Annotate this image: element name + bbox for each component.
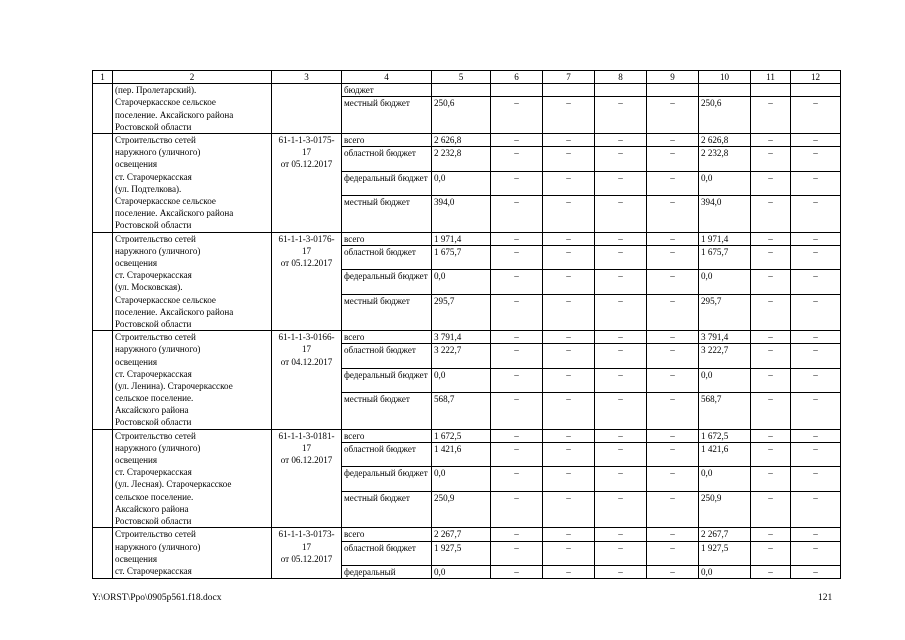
value-cell: – xyxy=(791,245,841,269)
value-cell: – xyxy=(543,232,595,245)
value-cell: – xyxy=(491,528,543,541)
value-cell: – xyxy=(647,429,699,442)
header-cell: 4 xyxy=(342,71,432,84)
funding-source-cell: федеральный бюджет xyxy=(342,368,432,392)
value-cell: – xyxy=(647,245,699,269)
row-number-cell xyxy=(93,134,113,233)
value-cell: – xyxy=(647,147,699,171)
amount-cell: 3 791,4 xyxy=(432,331,491,344)
value-cell: – xyxy=(751,331,791,344)
object-name-line: поселение. Аксайского района xyxy=(115,208,234,219)
registration-line: 61-1-1-3-0181- xyxy=(278,430,335,441)
registration-line: от 06.12.2017 xyxy=(280,455,333,466)
amount-cell: 0,0 xyxy=(699,171,751,195)
object-name-cell xyxy=(113,429,272,528)
object-name-line: Строительство сетей xyxy=(115,332,196,343)
object-name-line: освещения xyxy=(115,159,158,170)
table-row xyxy=(93,134,841,147)
value-cell: – xyxy=(791,393,841,430)
amount-cell: 295,7 xyxy=(699,294,751,331)
object-name-line: Старочеркасское сельское xyxy=(115,97,216,108)
amount-cell xyxy=(432,84,491,97)
object-name-line: сельское поселение. xyxy=(115,491,194,502)
object-name-line: Ростовской области xyxy=(115,516,192,527)
value-cell: – xyxy=(751,368,791,392)
value-cell: – xyxy=(647,331,699,344)
value-cell: – xyxy=(543,368,595,392)
amount-cell: 568,7 xyxy=(432,393,491,430)
object-name-line: (ул. Подтелкова). xyxy=(115,183,182,194)
object-name-line: Ростовской области xyxy=(115,121,192,132)
amount-cell: 3 791,4 xyxy=(699,331,751,344)
value-cell: – xyxy=(491,429,543,442)
object-name-line: (пер. Пролетарский). xyxy=(115,85,197,96)
amount-cell: 0,0 xyxy=(699,467,751,491)
amount-cell: 0,0 xyxy=(699,368,751,392)
value-cell: – xyxy=(751,442,791,466)
value-cell: – xyxy=(543,541,595,565)
table-body xyxy=(93,71,841,579)
header-cell: 10 xyxy=(699,71,751,84)
amount-cell: 250,6 xyxy=(432,97,491,134)
object-name-line: (ул. Ленина). Старочеркасское xyxy=(115,380,233,391)
value-cell: – xyxy=(647,491,699,528)
page-number: 121 xyxy=(818,593,833,603)
value-cell: – xyxy=(491,245,543,269)
registration-line: 17 xyxy=(301,541,312,552)
amount-cell: 1 421,6 xyxy=(432,442,491,466)
value-cell: – xyxy=(647,97,699,134)
funding-source-cell: областной бюджет xyxy=(342,442,432,466)
object-name-line: Строительство сетей xyxy=(115,233,196,244)
header-cell: 3 xyxy=(272,71,342,84)
value-cell: – xyxy=(647,195,699,232)
file-path: Y:\ORST\Ppo\0905p561.f18.docx xyxy=(92,593,222,603)
amount-cell: 250,9 xyxy=(432,491,491,528)
value-cell: – xyxy=(791,232,841,245)
value-cell: – xyxy=(595,541,647,565)
object-name-line: ст. Старочеркасская xyxy=(115,270,192,281)
value-cell: – xyxy=(751,528,791,541)
value-cell xyxy=(647,84,699,97)
registration-line: 61-1-1-3-0173- xyxy=(278,529,335,540)
registration-line: 61-1-1-3-0176- xyxy=(278,233,335,244)
funding-source-cell: областной бюджет xyxy=(342,541,432,565)
value-cell: – xyxy=(791,97,841,134)
amount-cell: 1 927,5 xyxy=(432,541,491,565)
object-name-line: ст. Старочеркасская xyxy=(115,171,192,182)
object-name-line: (ул. Московская). xyxy=(115,282,183,293)
value-cell: – xyxy=(791,467,841,491)
value-cell: – xyxy=(491,147,543,171)
row-number-cell xyxy=(93,232,113,331)
object-name-line: Строительство сетей xyxy=(115,529,196,540)
header-cell: 11 xyxy=(751,71,791,84)
value-cell: – xyxy=(595,245,647,269)
value-cell: – xyxy=(595,147,647,171)
value-cell: – xyxy=(595,97,647,134)
value-cell: – xyxy=(543,429,595,442)
funding-source-cell: местный бюджет xyxy=(342,97,432,134)
value-cell: – xyxy=(751,541,791,565)
object-name-line: ст. Старочеркасская xyxy=(115,565,192,576)
value-cell: – xyxy=(791,294,841,331)
value-cell: – xyxy=(791,541,841,565)
registration-cell xyxy=(272,232,342,331)
funding-source-cell: федеральный xyxy=(342,565,432,578)
amount-cell: 0,0 xyxy=(432,270,491,294)
object-name-line: освещения xyxy=(115,257,158,268)
value-cell: – xyxy=(595,393,647,430)
amount-cell: 1 672,5 xyxy=(699,429,751,442)
amount-cell: 394,0 xyxy=(432,195,491,232)
registration-line: 17 xyxy=(301,442,312,453)
value-cell: – xyxy=(791,528,841,541)
value-cell: – xyxy=(647,442,699,466)
header-cell: 12 xyxy=(791,71,841,84)
registration-line: 17 xyxy=(301,147,312,158)
object-name-line: Строительство сетей xyxy=(115,430,196,441)
value-cell: – xyxy=(543,134,595,147)
value-cell: – xyxy=(543,565,595,578)
header-cell: 2 xyxy=(113,71,272,84)
amount-cell: 568,7 xyxy=(699,393,751,430)
value-cell: – xyxy=(543,467,595,491)
object-name-line: Аксайского района xyxy=(115,405,189,416)
value-cell: – xyxy=(543,528,595,541)
value-cell: – xyxy=(751,294,791,331)
object-name-cell xyxy=(113,134,272,233)
value-cell xyxy=(543,84,595,97)
value-cell: – xyxy=(791,195,841,232)
header-cell: 8 xyxy=(595,71,647,84)
registration-line: 61-1-1-3-0175- xyxy=(278,135,335,145)
value-cell: – xyxy=(751,171,791,195)
amount-cell: 295,7 xyxy=(432,294,491,331)
registration-line: 17 xyxy=(301,344,312,355)
value-cell: – xyxy=(647,270,699,294)
object-name-line: наружного (уличного) xyxy=(115,344,201,355)
funding-source-cell: всего xyxy=(342,528,432,541)
value-cell: – xyxy=(751,195,791,232)
object-name-line: ст. Старочеркасская xyxy=(115,368,192,379)
value-cell: – xyxy=(791,171,841,195)
registration-line: от 05.12.2017 xyxy=(280,553,333,564)
amount-cell: 0,0 xyxy=(699,565,751,578)
amount-cell: 1 927,5 xyxy=(699,541,751,565)
value-cell: – xyxy=(751,134,791,147)
row-number-cell xyxy=(93,528,113,579)
value-cell: – xyxy=(647,368,699,392)
value-cell: – xyxy=(647,528,699,541)
value-cell: – xyxy=(751,270,791,294)
value-cell: – xyxy=(491,393,543,430)
value-cell: – xyxy=(595,294,647,331)
value-cell: – xyxy=(647,171,699,195)
value-cell: – xyxy=(491,294,543,331)
object-name-cell xyxy=(113,232,272,331)
funding-source-cell: местный бюджет xyxy=(342,195,432,232)
amount-cell: 1 421,6 xyxy=(699,442,751,466)
amount-cell: 2 626,8 xyxy=(699,134,751,147)
amount-cell: 250,9 xyxy=(699,491,751,528)
value-cell: – xyxy=(491,491,543,528)
funding-source-cell: областной бюджет xyxy=(342,245,432,269)
object-name-line: Ростовской области xyxy=(115,417,192,428)
object-name-line: поселение. Аксайского района xyxy=(115,306,234,317)
value-cell: – xyxy=(491,97,543,134)
value-cell: – xyxy=(595,491,647,528)
object-name-line: Строительство сетей xyxy=(115,135,196,145)
value-cell: – xyxy=(647,565,699,578)
object-name-line: Ростовской области xyxy=(115,220,192,231)
value-cell: – xyxy=(543,294,595,331)
value-cell: – xyxy=(491,134,543,147)
value-cell: – xyxy=(595,528,647,541)
funding-source-cell: местный бюджет xyxy=(342,491,432,528)
registration-line: от 04.12.2017 xyxy=(280,356,333,367)
funding-source-cell: всего xyxy=(342,232,432,245)
registration-cell xyxy=(272,429,342,528)
object-name-line: освещения xyxy=(115,455,158,466)
value-cell: – xyxy=(491,467,543,491)
value-cell: – xyxy=(595,344,647,368)
value-cell: – xyxy=(751,97,791,134)
value-cell: – xyxy=(751,565,791,578)
table-row xyxy=(93,528,841,541)
funding-source-cell: всего xyxy=(342,331,432,344)
object-name-line: ст. Старочеркасская xyxy=(115,467,192,478)
registration-line: от 05.12.2017 xyxy=(280,159,333,170)
header-cell: 7 xyxy=(543,71,595,84)
value-cell xyxy=(791,84,841,97)
value-cell: – xyxy=(595,429,647,442)
object-name-cell xyxy=(113,528,272,579)
funding-source-cell: местный бюджет xyxy=(342,393,432,430)
amount-cell: 0,0 xyxy=(432,565,491,578)
funding-source-cell: всего xyxy=(342,134,432,147)
amount-cell: 1 672,5 xyxy=(432,429,491,442)
value-cell: – xyxy=(491,270,543,294)
value-cell: – xyxy=(543,442,595,466)
registration-line: 17 xyxy=(301,245,312,256)
value-cell: – xyxy=(751,467,791,491)
value-cell: – xyxy=(595,368,647,392)
value-cell: – xyxy=(647,134,699,147)
value-cell: – xyxy=(647,393,699,430)
amount-cell: 1 675,7 xyxy=(699,245,751,269)
funding-source-cell: федеральный бюджет xyxy=(342,467,432,491)
object-name-line: Ростовской области xyxy=(115,318,192,329)
amount-cell: 3 222,7 xyxy=(432,344,491,368)
amount-cell: 0,0 xyxy=(432,368,491,392)
object-name-line: Старочеркасское сельское xyxy=(115,294,216,305)
object-name-line: наружного (уличного) xyxy=(115,442,201,453)
document-page xyxy=(92,70,840,579)
value-cell: – xyxy=(491,171,543,195)
value-cell: – xyxy=(791,368,841,392)
value-cell: – xyxy=(791,442,841,466)
object-name-line: освещения xyxy=(115,356,158,367)
value-cell: – xyxy=(491,331,543,344)
funding-source-cell: местный бюджет xyxy=(342,294,432,331)
funding-source-cell: областной бюджет xyxy=(342,147,432,171)
registration-line: от 05.12.2017 xyxy=(280,257,333,268)
value-cell: – xyxy=(647,541,699,565)
amount-cell xyxy=(699,84,751,97)
value-cell: – xyxy=(543,393,595,430)
funding-source-cell: областной бюджет xyxy=(342,344,432,368)
table-row xyxy=(93,84,841,97)
value-cell: – xyxy=(491,232,543,245)
value-cell: – xyxy=(543,195,595,232)
amount-cell: 1 971,4 xyxy=(432,232,491,245)
value-cell: – xyxy=(791,344,841,368)
amount-cell: 394,0 xyxy=(699,195,751,232)
value-cell: – xyxy=(595,467,647,491)
object-name-line: поселение. Аксайского района xyxy=(115,109,234,120)
header-cell: 9 xyxy=(647,71,699,84)
table-row xyxy=(93,232,841,245)
amount-cell: 1 675,7 xyxy=(432,245,491,269)
value-cell: – xyxy=(751,245,791,269)
table-row xyxy=(93,429,841,442)
registration-line: 61-1-1-3-0166- xyxy=(278,332,335,343)
value-cell: – xyxy=(595,442,647,466)
value-cell: – xyxy=(595,270,647,294)
object-name-line: Старочеркасское сельское xyxy=(115,195,216,206)
value-cell: – xyxy=(543,171,595,195)
value-cell: – xyxy=(751,393,791,430)
amount-cell: 2 626,8 xyxy=(432,134,491,147)
row-number-cell xyxy=(93,84,113,134)
value-cell: – xyxy=(491,344,543,368)
registration-cell xyxy=(272,528,342,579)
value-cell xyxy=(595,84,647,97)
value-cell: – xyxy=(543,147,595,171)
object-name-line: (ул. Лесная). Старочеркасское xyxy=(115,479,232,490)
value-cell: – xyxy=(791,331,841,344)
value-cell: – xyxy=(491,541,543,565)
amount-cell: 2 267,7 xyxy=(699,528,751,541)
value-cell: – xyxy=(647,232,699,245)
value-cell: – xyxy=(751,232,791,245)
funding-source-cell: федеральный бюджет xyxy=(342,171,432,195)
amount-cell: 0,0 xyxy=(432,467,491,491)
value-cell: – xyxy=(751,429,791,442)
budget-table xyxy=(92,70,841,579)
value-cell: – xyxy=(791,270,841,294)
value-cell: – xyxy=(791,134,841,147)
column-number-header xyxy=(93,71,841,84)
value-cell: – xyxy=(791,429,841,442)
funding-source-cell: бюджет xyxy=(342,84,432,97)
amount-cell: 0,0 xyxy=(432,171,491,195)
value-cell: – xyxy=(751,344,791,368)
amount-cell: 1 971,4 xyxy=(699,232,751,245)
amount-cell: 3 222,7 xyxy=(699,344,751,368)
value-cell xyxy=(491,84,543,97)
funding-source-cell: федеральный бюджет xyxy=(342,270,432,294)
table-row xyxy=(93,331,841,344)
registration-cell xyxy=(272,134,342,233)
value-cell: – xyxy=(791,491,841,528)
header-cell: 1 xyxy=(93,71,113,84)
value-cell: – xyxy=(543,97,595,134)
value-cell: – xyxy=(751,147,791,171)
value-cell: – xyxy=(751,491,791,528)
value-cell: – xyxy=(543,344,595,368)
value-cell: – xyxy=(647,344,699,368)
value-cell: – xyxy=(543,331,595,344)
value-cell: – xyxy=(791,147,841,171)
value-cell: – xyxy=(543,245,595,269)
row-number-cell xyxy=(93,331,113,430)
value-cell: – xyxy=(647,294,699,331)
amount-cell: 2 232,8 xyxy=(432,147,491,171)
object-name-line: освещения xyxy=(115,553,158,564)
object-name-line: наружного (уличного) xyxy=(115,245,201,256)
object-name-line: Аксайского района xyxy=(115,503,189,514)
amount-cell: 2 267,7 xyxy=(432,528,491,541)
value-cell: – xyxy=(491,195,543,232)
value-cell: – xyxy=(595,565,647,578)
value-cell xyxy=(751,84,791,97)
header-cell: 5 xyxy=(432,71,491,84)
value-cell: – xyxy=(543,270,595,294)
object-name-cell xyxy=(113,84,272,134)
value-cell: – xyxy=(791,565,841,578)
value-cell: – xyxy=(595,232,647,245)
value-cell: – xyxy=(595,134,647,147)
funding-source-cell: всего xyxy=(342,429,432,442)
amount-cell: 0,0 xyxy=(699,270,751,294)
value-cell: – xyxy=(647,467,699,491)
object-name-line: наружного (уличного) xyxy=(115,147,201,158)
object-name-line: сельское поселение. xyxy=(115,393,194,404)
object-name-cell xyxy=(113,331,272,430)
registration-cell xyxy=(272,331,342,430)
header-cell: 6 xyxy=(491,71,543,84)
object-name-line: наружного (уличного) xyxy=(115,541,201,552)
amount-cell: 2 232,8 xyxy=(699,147,751,171)
value-cell: – xyxy=(595,171,647,195)
registration-cell xyxy=(272,84,342,134)
value-cell: – xyxy=(595,331,647,344)
value-cell: – xyxy=(491,368,543,392)
value-cell: – xyxy=(491,565,543,578)
row-number-cell xyxy=(93,429,113,528)
amount-cell: 250,6 xyxy=(699,97,751,134)
value-cell: – xyxy=(491,442,543,466)
value-cell: – xyxy=(543,491,595,528)
value-cell: – xyxy=(595,195,647,232)
